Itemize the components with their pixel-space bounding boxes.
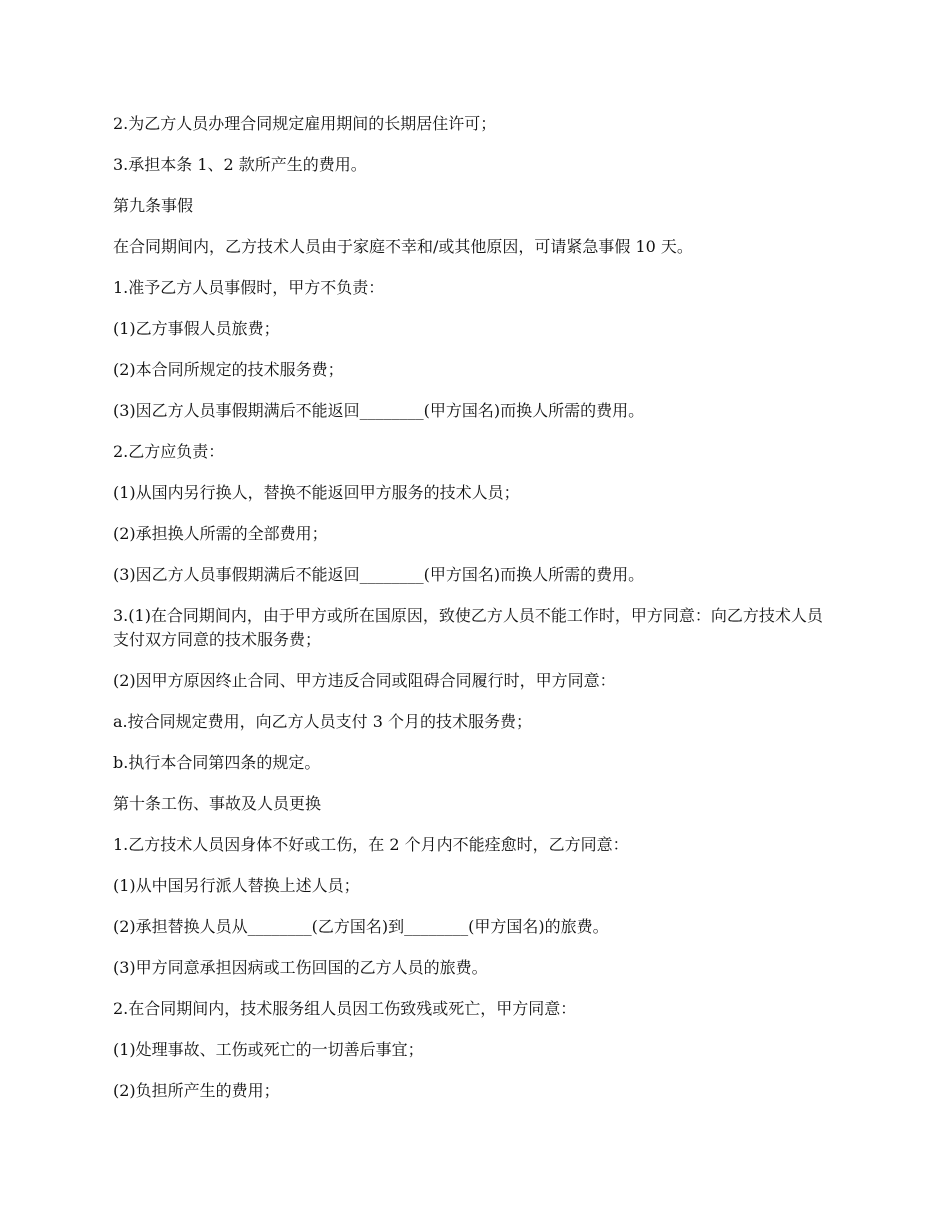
paragraph: (2)承担换人所需的全部费用；: [113, 524, 328, 543]
paragraph: (3)甲方同意承担因病或工伤回国的乙方人员的旅费。: [113, 958, 488, 977]
paragraph: 1.准予乙方人员事假时，甲方不负责：: [113, 278, 385, 297]
paragraph: (1)乙方事假人员旅费；: [113, 319, 280, 338]
section-heading: 第十条工伤、事故及人员更换: [113, 794, 322, 813]
paragraph: (2)负担所产生的费用；: [113, 1081, 280, 1100]
paragraph: (3)因乙方人员事假期满后不能返回________(甲方国名)而换人所需的费用。: [113, 565, 645, 584]
paragraph: 3.承担本条 1、2 款所产生的费用。: [113, 155, 367, 174]
paragraph: 2.为乙方人员办理合同规定雇用期间的长期居住许可；: [113, 114, 497, 133]
paragraph: 在合同期间内，乙方技术人员由于家庭不幸和/或其他原因，可请紧急事假 10 天。: [113, 237, 693, 256]
paragraph: (3)因乙方人员事假期满后不能返回________(甲方国名)而换人所需的费用。: [113, 401, 645, 420]
document-body: [113, 112, 838, 1120]
paragraph: 1.乙方技术人员因身体不好或工伤，在 2 个月内不能痊愈时，乙方同意：: [113, 835, 629, 854]
section-heading: 第九条事假: [113, 196, 194, 215]
paragraph: b.执行本合同第四条的规定。: [113, 753, 321, 772]
paragraph: 3.(1)在合同期间内，由于甲方或所在国原因，致使乙方人员不能工作时，甲方同意：向乙方技术人员支付双方同意的技术服务费；: [113, 606, 823, 649]
paragraph: (2)本合同所规定的技术服务费；: [113, 360, 344, 379]
paragraph: (2)因甲方原因终止合同、甲方违反合同或阻碍合同履行时，甲方同意：: [113, 671, 616, 690]
paragraph: 2.乙方应负责：: [113, 442, 225, 461]
paragraph: (2)承担替换人员从________(乙方国名)到________(甲方国名)的旅费。: [113, 917, 609, 936]
paragraph: a.按合同规定费用，向乙方人员支付 3 个月的技术服务费；: [113, 712, 532, 731]
paragraph: (1)从国内另行换人，替换不能返回甲方服务的技术人员；: [113, 483, 520, 502]
paragraph: (1)处理事故、工伤或死亡的一切善后事宜；: [113, 1040, 424, 1059]
paragraph: 2.在合同期间内，技术服务组人员因工伤致残或死亡，甲方同意：: [113, 999, 577, 1018]
paragraph: (1)从中国另行派人替换上述人员；: [113, 876, 360, 895]
